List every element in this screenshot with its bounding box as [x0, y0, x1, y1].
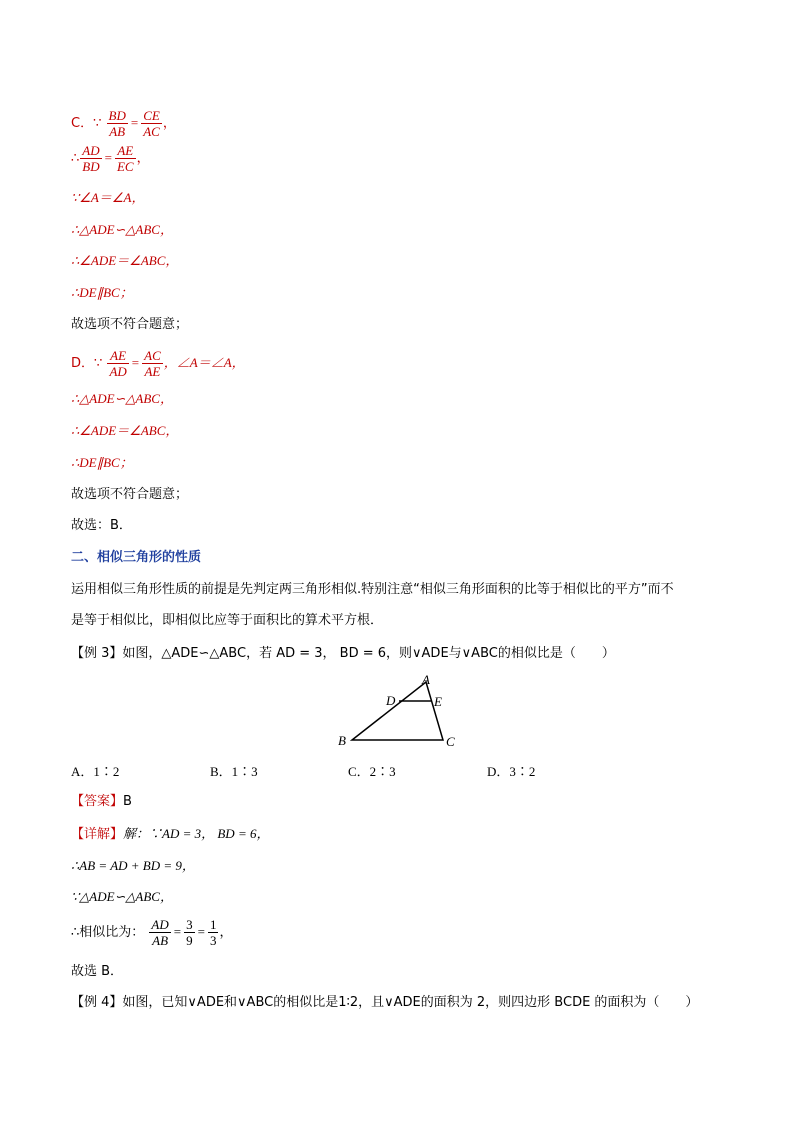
therefore-symbol: ∴ — [71, 151, 80, 166]
option-d-reason-line: D．∵ $\frac{AE}{AD}$ = $\frac{AC}{AE}$ ，∠A＝∠A， — [71, 348, 245, 379]
section-paragraph-line-1: 运用相似三角形性质的前提是先判定两三角形相似.特别注意“相似三角形面积的比等于相似比的平方”而不 — [71, 582, 674, 597]
option-c-similar-line: ∴△ADE∽△ABC， — [71, 222, 173, 237]
fraction-ac-ae: $\frac{AC}{AE}$ — [144, 348, 161, 379]
fraction-3-9: $\frac{3}{9}$ — [186, 917, 193, 948]
option-d-label: D． — [71, 356, 95, 371]
example-3-ratio-line: ∴相似比为： $\frac{AD}{AB}$ = $\frac{3}{9}$ = $\frac{1}{3}$ ， — [71, 917, 233, 948]
example-3-question-text: 如图，△ADE∽△ABC，若 AD = 3， BD = 6，则∨ADE与∨ABC的相似比是（ ） — [122, 646, 615, 661]
choice-c[interactable]: C．2∶3 — [348, 764, 396, 779]
example-3-tag: 【例 3】 — [71, 646, 123, 661]
example-3-question — [71, 644, 615, 664]
example-4-question — [71, 993, 698, 1013]
option-c-conclusion: 故选项不符合题意； — [71, 317, 189, 332]
triangle-figure — [330, 672, 470, 752]
option-c-angle-line: ∵∠A＝∠A， — [71, 190, 145, 205]
choice-a[interactable]: A．1∶2 — [71, 764, 120, 779]
section-heading: 二、相似三角形的性质 — [71, 550, 202, 565]
option-c-label: C． — [71, 116, 94, 131]
fraction-ce-ac: $\frac{CE}{AC}$ — [143, 108, 160, 139]
vertex-label-e: E — [434, 694, 442, 709]
vertex-label-b: B — [338, 733, 346, 748]
option-d-parallel-line: ∴DE∥BC； — [71, 455, 133, 470]
section-paragraph-line-2: 是等于相似比，即相似比应等于面积比的算术平方根． — [71, 613, 384, 628]
option-c-angle-ade-line: ∴∠ADE＝∠ABC， — [71, 253, 179, 268]
example-3-final: 故选 B． — [71, 964, 124, 979]
example-3-detail-line-2: ∴AB = AD + BD = 9， — [71, 858, 195, 873]
example-3-detail-line-3: ∵△ADE∽△ABC， — [71, 889, 173, 904]
fraction-ad-bd: $\frac{AD}{BD}$ — [82, 143, 100, 174]
option-c-parallel-line: ∴DE∥BC； — [71, 285, 133, 300]
example-3-detail-line-1: 【详解】解：∵AD = 3， BD = 6， — [71, 826, 270, 842]
option-c-therefore-line: ∴ $\frac{AD}{BD}$ = $\frac{AE}{EC}$ ， — [71, 143, 150, 174]
option-c-reason-line: C．∵ $\frac{BD}{AB}$ = $\frac{CE}{AC}$ ， — [71, 108, 176, 139]
example-4-question-text: 如图，已知∨ADE和∨ABC的相似比是1∶2，且∨ADE的面积为 2，则四边形 BCDE 的面积为（ ） — [122, 995, 699, 1010]
because-symbol: ∵ — [93, 116, 102, 131]
triangle-abc — [352, 682, 443, 740]
option-d-similar-line: ∴△ADE∽△ABC， — [71, 391, 173, 406]
detail-tag: 【详解】 — [71, 827, 124, 842]
option-d-angle-ade-line: ∴∠ADE＝∠ABC， — [71, 423, 179, 438]
fraction-bd-ab: $\frac{BD}{AB}$ — [108, 108, 126, 139]
vertex-label-c: C — [446, 734, 455, 749]
option-d-conclusion: 故选项不符合题意； — [71, 487, 189, 502]
fraction-ad-ab: $\frac{AD}{AB}$ — [151, 917, 169, 948]
fraction-1-3: $\frac{1}{3}$ — [209, 917, 217, 948]
vertex-label-a: A — [422, 672, 430, 687]
answer-value: B — [123, 794, 132, 809]
fraction-ae-ec: $\frac{AE}{EC}$ — [116, 143, 134, 174]
fraction-ae-ad: $\frac{AE}{AD}$ — [109, 348, 127, 379]
example-3-answer — [71, 792, 132, 812]
choice-b[interactable]: B．1∶3 — [210, 764, 258, 779]
answer-tag: 【答案】 — [71, 794, 124, 809]
answer-line: 故选：B． — [71, 518, 132, 533]
vertex-label-d: D — [386, 693, 396, 708]
example-4-tag: 【例 4】 — [71, 995, 123, 1010]
choice-d[interactable]: D．3∶2 — [487, 764, 536, 779]
